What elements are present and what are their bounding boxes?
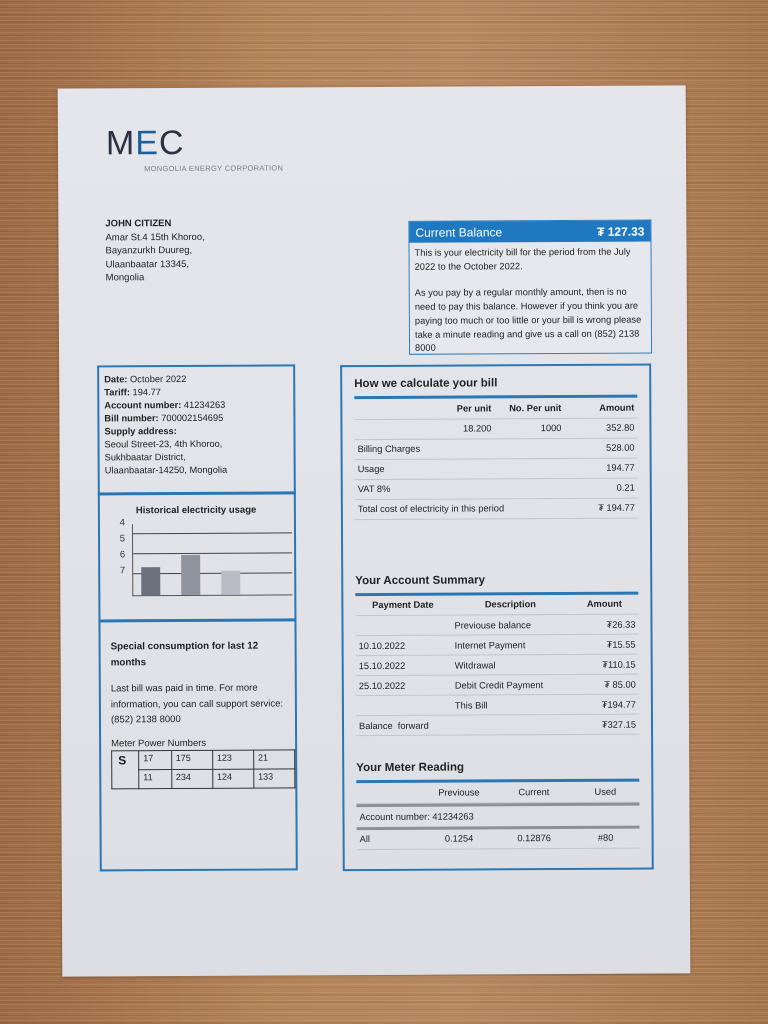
usage-chart-panel (98, 491, 297, 622)
account-number: Account number: 41234263 (104, 399, 226, 411)
table-row (355, 458, 638, 479)
meter-row-label: S (112, 750, 139, 788)
address-line: Mongolia (105, 272, 145, 284)
supply-address-line: Seoul Street-23, 4th Khoroo, (104, 438, 223, 450)
table-cell: 234 (171, 769, 212, 788)
total-row (355, 498, 638, 519)
table-cell: 0.21 (565, 478, 638, 498)
balance-forward-label: Balance forward (356, 714, 571, 735)
table-cell: 21 (253, 749, 294, 768)
special-consumption-text: Last bill was paid in time. For more information, you can call support service: (852) 2138 8000 (110, 682, 284, 726)
logo-letter-m: M (105, 124, 136, 163)
bill-number: Bill number: 700002154695 (104, 412, 224, 424)
table-cell: 15.10.2022 (356, 655, 451, 675)
column-header: Per unit (449, 398, 494, 418)
table-row (354, 418, 637, 439)
company-name: MONGOLIA ENERGY CORPORATION (144, 163, 284, 174)
customer-name: JOHN CITIZEN (105, 218, 172, 230)
company-logo (105, 123, 284, 174)
customer-address-block (105, 217, 205, 285)
bill-details-panel (340, 364, 654, 872)
meter-reading-table (356, 782, 639, 804)
table-row (356, 694, 639, 715)
table-cell: This Bill (451, 694, 571, 715)
table-cell: 18.200 (449, 418, 494, 438)
table-cell (355, 615, 450, 635)
table-row (112, 768, 295, 788)
gridline (133, 532, 292, 534)
table-cell: #80 (572, 828, 640, 848)
total-label: Total cost of electricity in this period (355, 498, 565, 519)
account-summary-title: Your Account Summary (355, 573, 486, 587)
meter-reading-account-table (356, 805, 639, 826)
table-cell: 17 (139, 750, 172, 769)
special-consumption-title: Special consumption for last 12 months (110, 640, 259, 669)
calculation-table (354, 398, 638, 520)
meter-reading-title: Your Meter Reading (356, 761, 465, 775)
table-row (356, 654, 639, 675)
chart-title: Historical electricity usage (135, 504, 257, 517)
special-consumption-panel (98, 618, 297, 871)
table-cell (356, 695, 451, 715)
table-header-row (354, 398, 637, 419)
table-row (357, 828, 640, 849)
table-header-row (355, 594, 638, 615)
supply-address-label: Supply address: (104, 426, 177, 437)
meter-account-number: Account number: 41234263 (359, 810, 474, 822)
chart-plot-area (119, 517, 292, 596)
meter-reading-values-table (357, 828, 640, 850)
table-cell: 1000 (494, 418, 564, 438)
gridline (133, 552, 292, 554)
table-cell: 175 (171, 750, 212, 769)
column-header: Current (496, 782, 571, 802)
chart-bar (141, 567, 160, 595)
column-header: Amount (564, 398, 637, 418)
bill-info-panel (97, 364, 296, 495)
table-cell: 124 (212, 769, 253, 788)
column-header (354, 399, 449, 419)
meter-power-label: Meter Power Numbers (111, 737, 207, 749)
table-cell: All (357, 829, 422, 849)
current-balance-body (409, 242, 651, 360)
table-cell: 528.00 (565, 438, 638, 458)
table-cell: 0.1254 (422, 829, 497, 849)
table-header-row (356, 782, 639, 803)
tariff: Tariff: 194.77 (104, 387, 161, 398)
table-cell: ₮ 85.00 (571, 674, 639, 694)
supply-address-line: Ulaanbaatar-14250, Mongolia (104, 464, 228, 476)
table-cell: 0.12876 (497, 828, 572, 848)
table-cell: ₮15.55 (571, 634, 639, 654)
table-cell: Debit Credit Payment (451, 674, 571, 695)
balance-forward-row (356, 714, 639, 735)
table-cell: Witdrawal (451, 654, 571, 675)
chart-bar (181, 555, 200, 595)
table-cell: 10.10.2022 (356, 635, 451, 655)
column-header: Payment Date (355, 595, 450, 615)
table-cell: VAT 8% (355, 478, 565, 499)
y-tick: 5 (119, 533, 126, 545)
table-cell: ₮110.15 (571, 654, 639, 674)
chart-bar (221, 571, 240, 595)
table-cell: ₮194.77 (571, 694, 639, 714)
table-row (356, 805, 639, 826)
address-line: Amar St.4 15th Khoroo, (105, 231, 205, 243)
table-cell: ₮26.33 (570, 614, 638, 634)
balance-forward-amount: ₮327.15 (571, 714, 639, 734)
table-cell: 194.77 (565, 458, 638, 478)
bill-document (58, 85, 691, 976)
address-line: Bayanzurkh Duureg, (105, 244, 193, 257)
payment-note-text: As you pay by a regular monthly amount, then is no need to pay this balance. However if you think you are paying too much or too little or your bill is wrong please take a minute reading and give us a call on (852) 2138 8000 (414, 287, 642, 354)
logo-mark (105, 123, 185, 163)
billing-period-text: This is your electricity bill for the period from the July 2022 to the October 2022. (414, 246, 631, 272)
table-cell: Previouse balance (450, 614, 570, 635)
logo-letter-e: E (135, 124, 160, 163)
current-balance-panel (408, 220, 652, 355)
total-amount: ₮ 194.77 (565, 498, 638, 518)
y-tick: 6 (119, 549, 126, 561)
y-tick: 7 (119, 565, 126, 577)
current-balance-amount: ₮ 127.33 (597, 224, 645, 239)
table-row (355, 478, 638, 499)
table-cell (354, 419, 449, 439)
table-row (112, 749, 295, 769)
table-row (355, 614, 638, 635)
column-header: Previouse (421, 782, 496, 802)
table-cell: 123 (212, 750, 253, 769)
table-cell: 11 (139, 769, 172, 788)
column-header: Amount (570, 594, 638, 614)
table-cell: 352.80 (564, 418, 637, 438)
calculation-title: How we calculate your bill (354, 377, 498, 391)
y-tick: 4 (119, 517, 125, 529)
table-row (355, 438, 638, 459)
account-summary-table (355, 594, 639, 736)
supply-address-line: Sukhbaatar District, (104, 451, 186, 463)
bill-date: Date: October 2022 (104, 373, 187, 385)
table-cell: Usage (355, 458, 565, 479)
column-header: No. Per unit (494, 398, 564, 418)
table-row (356, 674, 639, 695)
column-header: Description (450, 594, 570, 615)
address-line: Ulaanbaatar 13345, (105, 258, 190, 270)
current-balance-header (409, 221, 650, 243)
column-header: Used (571, 782, 639, 802)
column-header (356, 783, 421, 803)
table-cell: Billing Charges (355, 438, 565, 459)
current-balance-label: Current Balance (415, 224, 503, 240)
logo-letter-c: C (158, 123, 185, 163)
table-cell: Internet Payment (451, 634, 571, 655)
meter-power-table (111, 749, 295, 789)
table-row (356, 634, 639, 655)
table-cell: 133 (254, 768, 295, 787)
table-cell: 25.10.2022 (356, 675, 451, 695)
